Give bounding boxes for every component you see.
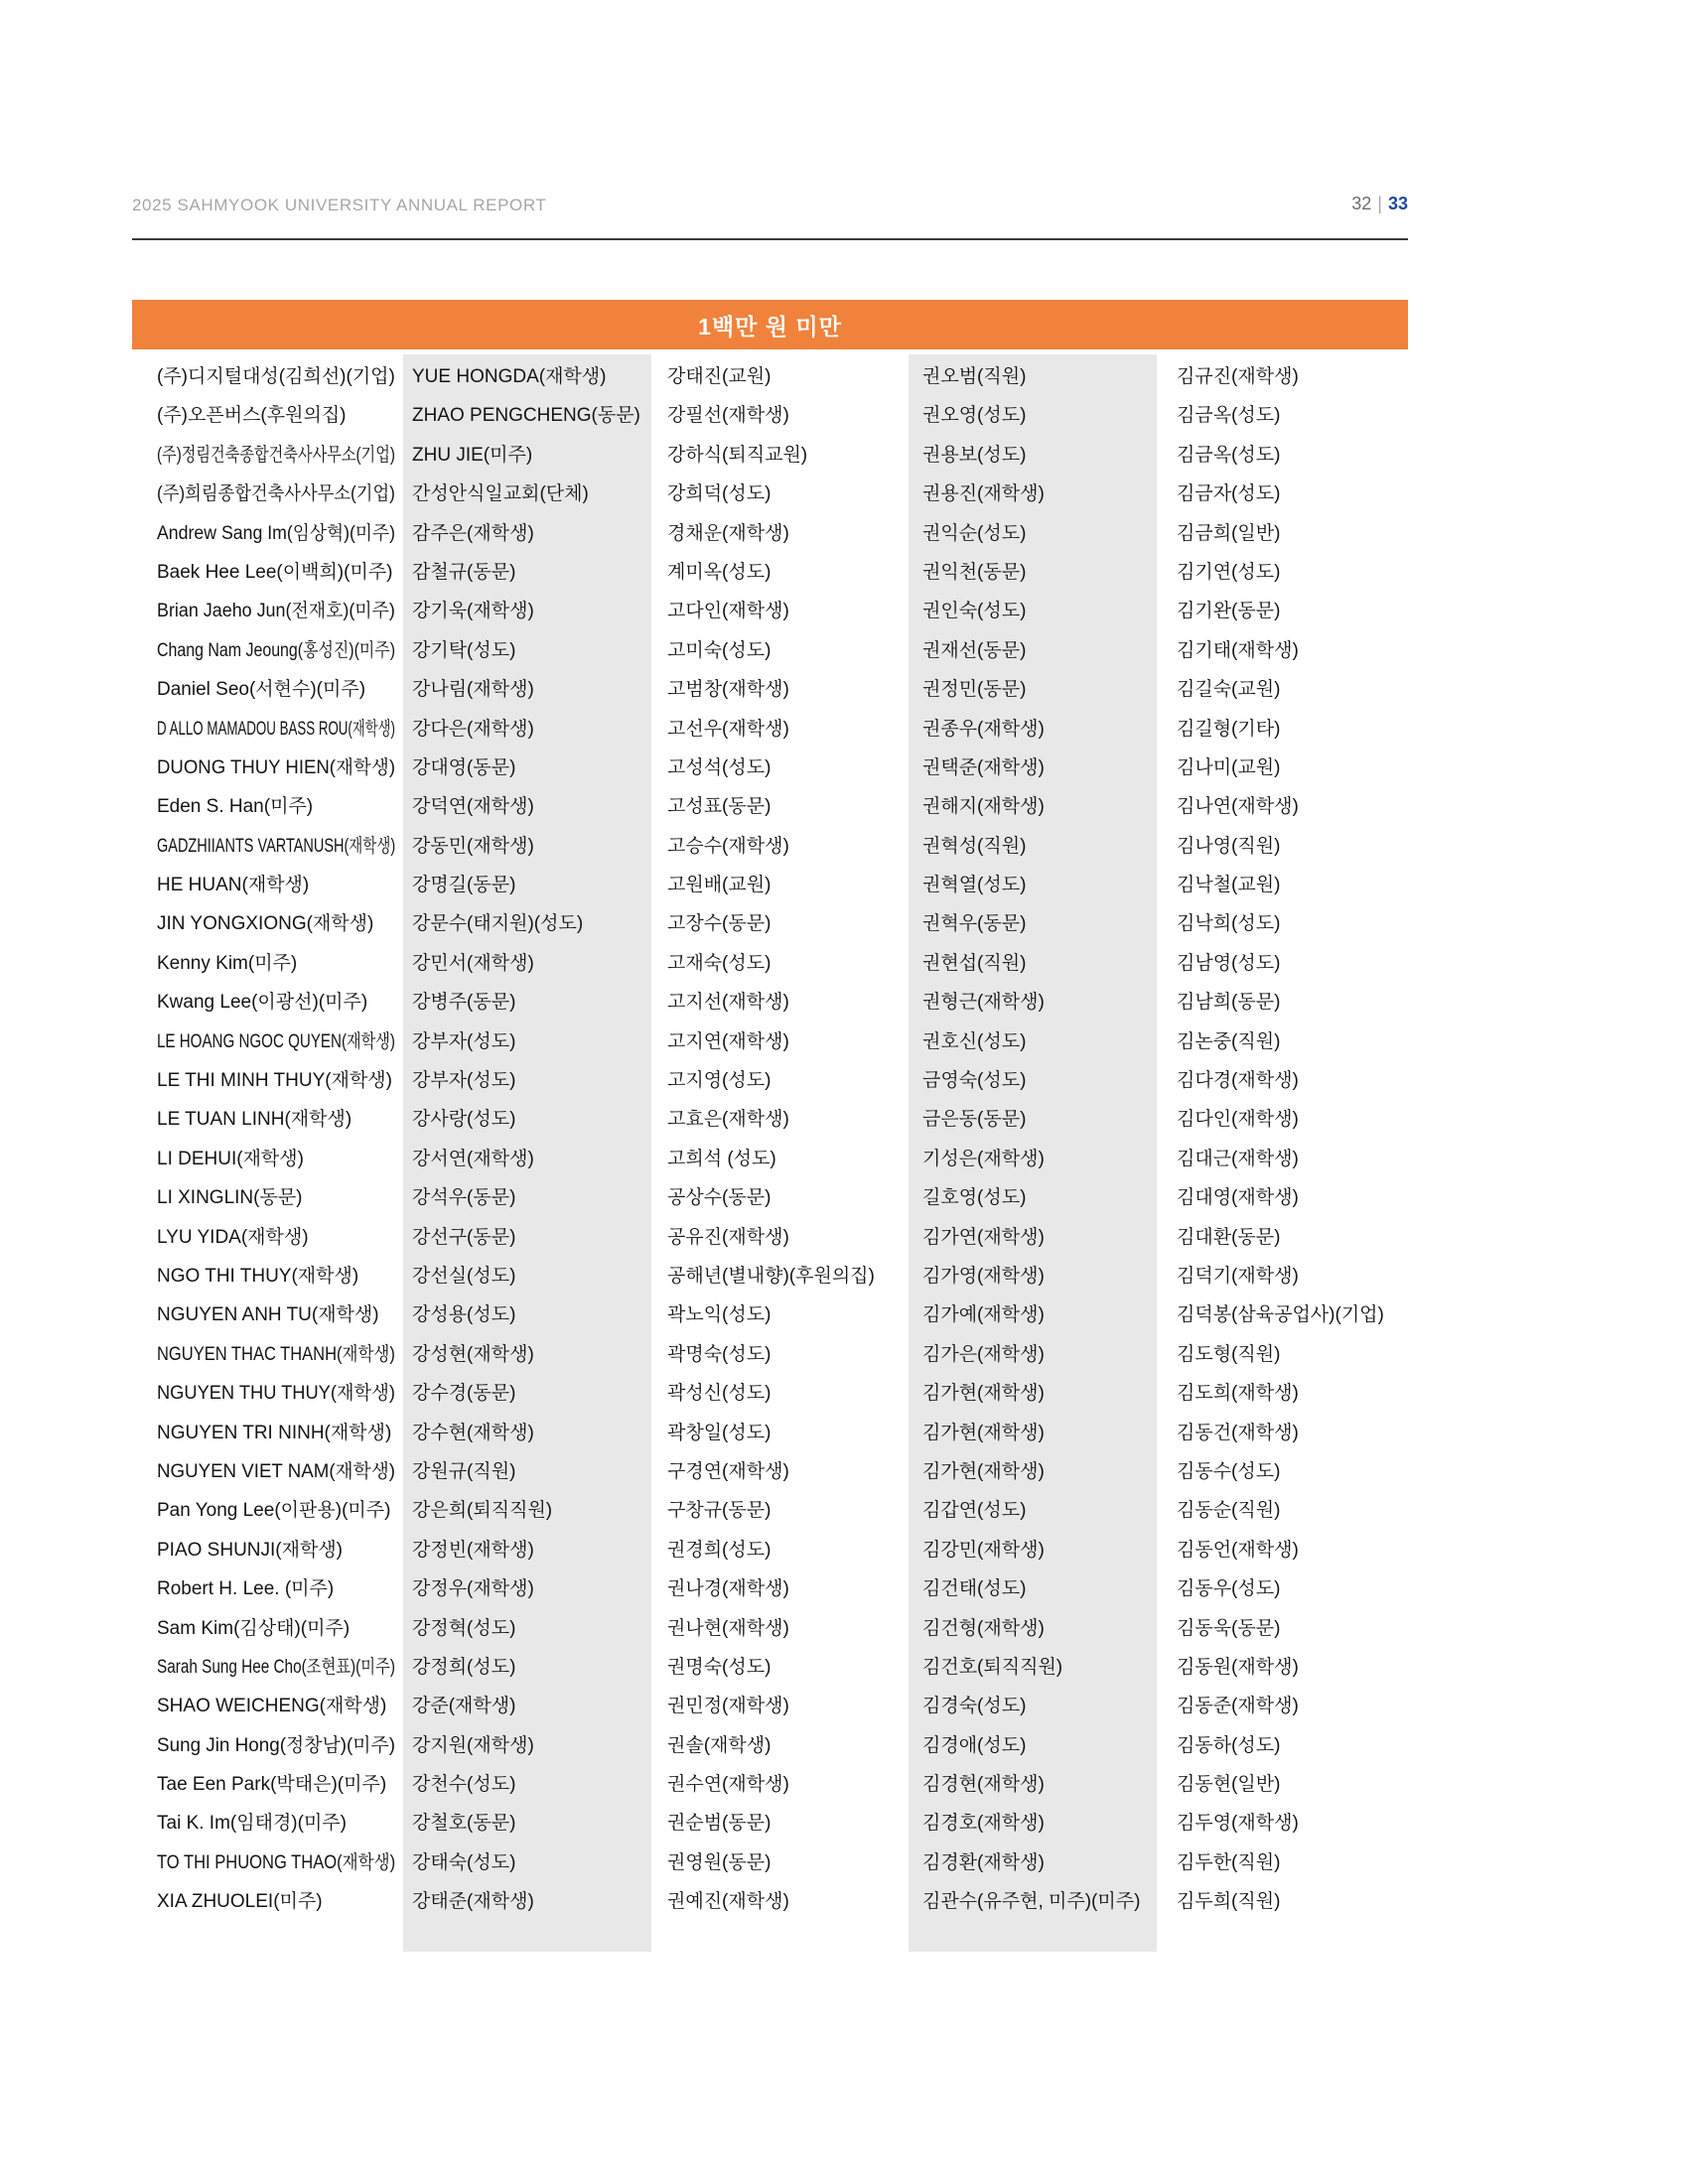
donor-entry: NGUYEN THAC THANH(재학생) [157, 1343, 395, 1365]
donor-entry: 권형근(재학생) [922, 992, 1045, 1014]
donor-column-2 [412, 357, 662, 1922]
donor-entry: NGUYEN THU THUY(재학생) [157, 1383, 395, 1405]
donor-entry: JIN YONGXIONG(재학생) [157, 913, 374, 935]
donor-entry: 김경호(재학생) [922, 1813, 1045, 1835]
donor-entry: 김대환(동문) [1177, 1226, 1281, 1248]
donor-entry: 김경환(재학생) [922, 1851, 1045, 1873]
donor-entry: 김동수(성도) [1177, 1460, 1281, 1482]
donor-entry: 강기욱(재학생) [412, 601, 534, 622]
donor-entry: 권용진(재학생) [922, 483, 1045, 505]
donor-entry: 강석우(동문) [412, 1187, 516, 1209]
donor-entry: 김가현(재학생) [922, 1460, 1045, 1482]
donor-entry: NGUYEN ANH TU(재학생) [157, 1304, 379, 1326]
donor-entry: YUE HONGDA(재학생) [412, 366, 607, 387]
donor-entry: 김낙철(교원) [1177, 875, 1281, 896]
donor-entry: 김대영(재학생) [1177, 1187, 1299, 1209]
donor-entry: 김규진(재학생) [1177, 366, 1299, 387]
donor-entry: LI DEHUI(재학생) [157, 1148, 304, 1169]
donor-entry: 권혁성(직원) [922, 835, 1027, 857]
donor-entry: Eden S. Han(미주) [157, 796, 314, 818]
donor-entry: (주)정림건축종합건축사사무소(기업) [157, 444, 395, 466]
donor-entry: 감철규(동문) [412, 561, 516, 583]
donor-entry: 권오영(성도) [922, 405, 1027, 427]
donor-entry: 권예진(재학생) [667, 1891, 789, 1913]
donor-entry: 김건형(재학생) [922, 1617, 1045, 1639]
donor-entry: 강선실(성도) [412, 1265, 516, 1287]
header-divider [132, 238, 1408, 240]
donor-entry: 권현섭(직원) [922, 952, 1027, 974]
donor-entry: 강수경(동문) [412, 1383, 516, 1405]
donor-entry: Tae Een Park(박태은)(미주) [157, 1774, 387, 1796]
donor-entry: 강서연(재학생) [412, 1148, 534, 1169]
donor-entry: 강태준(재학생) [412, 1891, 534, 1913]
donor-entry: LE TUAN LINH(재학생) [157, 1109, 352, 1131]
donor-entry: 권영원(동문) [667, 1851, 772, 1873]
donor-entry: 권혁우(동문) [922, 913, 1027, 935]
donor-entry: 김남영(성도) [1177, 952, 1281, 974]
donor-entry: 권익천(동문) [922, 561, 1027, 583]
donor-entry: 김갑연(성도) [922, 1500, 1027, 1522]
donor-entry: 고지영(성도) [667, 1070, 772, 1092]
donor-entry: 금영숙(성도) [922, 1070, 1027, 1092]
donor-entry: 강은희(퇴직직원) [412, 1500, 553, 1522]
donor-column-4 [922, 357, 1173, 1922]
donor-entry: 김도형(직원) [1177, 1343, 1281, 1365]
donor-entry: Sung Jin Hong(정창남)(미주) [157, 1734, 396, 1756]
donor-entry: 강희덕(성도) [667, 483, 772, 505]
donor-entry: 고성표(동문) [667, 796, 772, 818]
donor-entry: LE HOANG NGOC QUYEN(재학생) [157, 1030, 395, 1052]
donor-entry: 권종우(재학생) [922, 718, 1045, 740]
donor-entry: LE THI MINH THUY(재학생) [157, 1070, 392, 1092]
donor-entry: 김금옥(성도) [1177, 444, 1281, 466]
donor-entry: 김경숙(성도) [922, 1696, 1027, 1717]
donor-entry: DUONG THUY HIEN(재학생) [157, 756, 396, 778]
donor-column-5 [1177, 357, 1427, 1922]
donor-entry: 강부자(성도) [412, 1070, 516, 1092]
donor-entry: (주)희림종합건축사사무소(기업) [157, 483, 395, 505]
donor-entry: 권용보(성도) [922, 444, 1027, 466]
donor-entry: 고장수(동문) [667, 913, 772, 935]
donor-entry: 권혁열(성도) [922, 875, 1027, 896]
donor-entry: TO THI PHUONG THAO(재학생) [157, 1851, 396, 1873]
donor-entry: 김나연(재학생) [1177, 796, 1299, 818]
donor-entry: 김금옥(성도) [1177, 405, 1281, 427]
donor-entry: 고지연(재학생) [667, 1030, 789, 1052]
donor-entry: (주)오픈버스(후원의집) [157, 405, 347, 427]
donor-column-3 [667, 357, 917, 1922]
donor-entry: Tai K. Im(임태경)(미주) [157, 1813, 347, 1835]
donor-entry: 구창규(동문) [667, 1500, 772, 1522]
donor-entry: 고효은(재학생) [667, 1109, 789, 1131]
donor-entry: 김가은(재학생) [922, 1343, 1045, 1365]
donor-entry: 김기태(재학생) [1177, 639, 1299, 661]
donor-entry: 감주은(재학생) [412, 522, 534, 544]
donor-entry: 간성안식일교회(단체) [412, 483, 589, 505]
donor-entry: 강사랑(성도) [412, 1109, 516, 1131]
donor-entry: Pan Yong Lee(이판용)(미주) [157, 1500, 391, 1522]
donor-entry: 고지선(재학생) [667, 992, 789, 1014]
donor-entry: 강필선(재학생) [667, 405, 789, 427]
donor-entry: 공상수(동문) [667, 1187, 772, 1209]
donor-entry: NGUYEN TRI NINH(재학생) [157, 1422, 392, 1443]
donor-entry: 고미숙(성도) [667, 639, 772, 661]
donor-entry: 김기완(동문) [1177, 601, 1281, 622]
donor-entry: 김기연(성도) [1177, 561, 1281, 583]
donor-entry: 강성현(재학생) [412, 1343, 534, 1365]
donor-entry: 강수현(재학생) [412, 1422, 534, 1443]
donor-entry: 권솔(재학생) [667, 1734, 772, 1756]
donor-entry: 김덕봉(삼육공업사)(기업) [1177, 1304, 1384, 1326]
donor-entry: 강부자(성도) [412, 1030, 516, 1052]
donor-entry: 강대영(동문) [412, 756, 516, 778]
donor-entry: NGUYEN VIET NAM(재학생) [157, 1460, 396, 1482]
donor-entry: 김덕기(재학생) [1177, 1265, 1299, 1287]
donor-entry: 권익순(성도) [922, 522, 1027, 544]
donor-entry: Sam Kim(김상태)(미주) [157, 1617, 351, 1639]
donor-entry: 김두희(직원) [1177, 1891, 1281, 1913]
donor-entry: D ALLO MAMADOU BASS ROU(재학생) [157, 718, 395, 740]
page-number-current: 33 [1387, 194, 1408, 213]
donor-entry: 고재숙(성도) [667, 952, 772, 974]
donor-entry: 강철호(동문) [412, 1813, 516, 1835]
donor-entry: 고희석 (성도) [667, 1148, 776, 1169]
donor-entry: 금은동(동문) [922, 1109, 1027, 1131]
donor-entry: 김낙희(성도) [1177, 913, 1281, 935]
donor-entry: 권호신(성도) [922, 1030, 1027, 1052]
page-number-left: 32 [1351, 194, 1372, 213]
donor-entry: 김건호(퇴직직원) [922, 1656, 1063, 1678]
donor-entry: 김동우(성도) [1177, 1578, 1281, 1600]
donor-entry: 권인숙(성도) [922, 601, 1027, 622]
donor-entry: 김동현(일반) [1177, 1774, 1281, 1796]
donor-entry: 권순범(동문) [667, 1813, 772, 1835]
donor-entry: 강병주(동문) [412, 992, 516, 1014]
donor-entry: 김길형(기타) [1177, 718, 1281, 740]
donor-entry: 곽명숙(성도) [667, 1343, 772, 1365]
donor-entry: 강민서(재학생) [412, 952, 534, 974]
donor-entry: LYU YIDA(재학생) [157, 1226, 309, 1248]
donor-entry: 곽노익(성도) [667, 1304, 772, 1326]
donor-entry: 권명숙(성도) [667, 1656, 772, 1678]
donor-entry: 권해지(재학생) [922, 796, 1045, 818]
donor-entry: 김관수(유주현, 미주)(미주) [922, 1891, 1141, 1913]
donor-entry: PIAO SHUNJI(재학생) [157, 1539, 344, 1561]
donor-entry: 강다은(재학생) [412, 718, 534, 740]
donor-entry: 구경연(재학생) [667, 1460, 789, 1482]
donor-entry: 김경애(성도) [922, 1734, 1027, 1756]
donor-entry: 권수연(재학생) [667, 1774, 789, 1796]
donor-entry: 강정우(재학생) [412, 1578, 534, 1600]
donor-entry: 김대근(재학생) [1177, 1148, 1299, 1169]
donor-entry: 권오범(직원) [922, 366, 1027, 387]
donor-entry: 김동원(재학생) [1177, 1656, 1299, 1678]
donor-entry: 김금자(성도) [1177, 483, 1281, 505]
donor-entry: 권경희(성도) [667, 1539, 772, 1561]
donor-entry: 공유진(재학생) [667, 1226, 789, 1248]
donor-entry: Daniel Seo(서현수)(미주) [157, 679, 366, 701]
donor-entry: 김동건(재학생) [1177, 1422, 1299, 1443]
page-number [132, 194, 1408, 214]
section-banner [132, 300, 1408, 349]
donor-entry: 고성석(성도) [667, 756, 772, 778]
donor-entry: 김건태(성도) [922, 1578, 1027, 1600]
donor-entry: Kenny Kim(미주) [157, 952, 298, 974]
donor-entry: 경채운(재학생) [667, 522, 789, 544]
donor-entry: 김가현(재학생) [922, 1422, 1045, 1443]
donor-entry: 강준(재학생) [412, 1696, 516, 1717]
donor-entry: 김동순(직원) [1177, 1500, 1281, 1522]
donor-entry: 강태진(교원) [667, 366, 772, 387]
donor-entry: 강정빈(재학생) [412, 1539, 534, 1561]
donor-entry: 강성용(성도) [412, 1304, 516, 1326]
donor-entry: 강기탁(성도) [412, 639, 516, 661]
donor-entry: 권나현(재학생) [667, 1617, 789, 1639]
donor-entry: SHAO WEICHENG(재학생) [157, 1696, 387, 1717]
donor-entry: NGO THI THUY(재학생) [157, 1265, 359, 1287]
donor-entry: 김나영(직원) [1177, 835, 1281, 857]
donor-entry: 김다경(재학생) [1177, 1070, 1299, 1092]
donor-entry: Sarah Sung Hee Cho(조현표)(미주) [157, 1656, 395, 1678]
donor-entry: 강원규(직원) [412, 1460, 516, 1482]
donor-entry: 김논중(직원) [1177, 1030, 1281, 1052]
donor-entry: 강태숙(성도) [412, 1851, 516, 1873]
donor-entry: 강천수(성도) [412, 1774, 516, 1796]
donor-entry: Robert H. Lee. (미주) [157, 1578, 335, 1600]
donor-entry: 강명길(동문) [412, 875, 516, 896]
donor-entry: 기성은(재학생) [922, 1148, 1045, 1169]
donor-entry: 곽창일(성도) [667, 1422, 772, 1443]
donor-entry: 김금희(일반) [1177, 522, 1281, 544]
donor-entry: 김두한(직원) [1177, 1851, 1281, 1873]
donor-entry: 김강민(재학생) [922, 1539, 1045, 1561]
donor-entry: 공해년(별내향)(후원의집) [667, 1265, 875, 1287]
donor-entry: 계미옥(성도) [667, 561, 772, 583]
donor-entry: 강정혁(성도) [412, 1617, 516, 1639]
donor-entry: ZHU JIE(미주) [412, 444, 533, 466]
report-header-title: 2025 SAHMYOOK UNIVERSITY ANNUAL REPORT [132, 196, 547, 214]
donor-entry: 강동민(재학생) [412, 835, 534, 857]
donor-entry: GADZHIIANTS VARTANUSH(재학생) [157, 835, 396, 857]
donor-entry: 김남희(동문) [1177, 992, 1281, 1014]
donor-entry: 길호영(성도) [922, 1187, 1027, 1209]
donor-entry: ZHAO PENGCHENG(동문) [412, 405, 640, 427]
donor-entry: 김경현(재학생) [922, 1774, 1045, 1796]
donor-entry: 김가영(재학생) [922, 1265, 1045, 1287]
donor-entry: 고선우(재학생) [667, 718, 789, 740]
donor-entry: 김길숙(교원) [1177, 679, 1281, 701]
donor-column-1 [157, 357, 407, 1922]
donor-entry: 김동준(재학생) [1177, 1696, 1299, 1717]
donor-entry: XIA ZHUOLEI(미주) [157, 1891, 323, 1913]
donor-entry: 권나경(재학생) [667, 1578, 789, 1600]
donor-entry: 고원배(교원) [667, 875, 772, 896]
donor-entry: 권택준(재학생) [922, 756, 1045, 778]
donor-entry: Brian Jaeho Jun(전재호)(미주) [157, 601, 395, 622]
donor-entry: 강나림(재학생) [412, 679, 534, 701]
donor-entry: 강하식(퇴직교원) [667, 444, 808, 466]
donor-entry: 김동욱(동문) [1177, 1617, 1281, 1639]
donor-entry: Kwang Lee(이광선)(미주) [157, 992, 368, 1014]
donor-entry: Baek Hee Lee(이백희)(미주) [157, 561, 393, 583]
donor-entry: 고다인(재학생) [667, 601, 789, 622]
donor-entry: 강정희(성도) [412, 1656, 516, 1678]
donor-entry: 김동하(성도) [1177, 1734, 1281, 1756]
donor-entry: 곽성신(성도) [667, 1383, 772, 1405]
donor-entry: 강문수(태지원)(성도) [412, 913, 584, 935]
donor-entry: 권재선(동문) [922, 639, 1027, 661]
donor-entry: 김두영(재학생) [1177, 1813, 1299, 1835]
section-title: 1백만 원 미만 [698, 313, 842, 340]
donor-entry: 김동언(재학생) [1177, 1539, 1299, 1561]
page-number-separator: | [1377, 194, 1382, 213]
donor-entry: 고범창(재학생) [667, 679, 789, 701]
donor-entry: 김가예(재학생) [922, 1304, 1045, 1326]
donor-entry: 김도희(재학생) [1177, 1383, 1299, 1405]
donor-entry: 김나미(교원) [1177, 756, 1281, 778]
donor-entry: 김가연(재학생) [922, 1226, 1045, 1248]
donor-entry: HE HUAN(재학생) [157, 875, 310, 896]
donor-entry: 고승수(재학생) [667, 835, 789, 857]
donor-entry: Chang Nam Jeoung(홍성진)(미주) [157, 639, 396, 661]
donor-entry: LI XINGLIN(동문) [157, 1187, 303, 1209]
donor-entry: (주)디지털대성(김희선)(기업) [157, 366, 395, 387]
donor-entry: 강선구(동문) [412, 1226, 516, 1248]
donor-entry: 김다인(재학생) [1177, 1109, 1299, 1131]
donor-entry: 권정민(동문) [922, 679, 1027, 701]
donor-entry: 강지원(재학생) [412, 1734, 534, 1756]
donor-entry: 강덕연(재학생) [412, 796, 534, 818]
donor-entry: 권민정(재학생) [667, 1696, 789, 1717]
donor-entry: Andrew Sang Im(임상혁)(미주) [157, 522, 396, 544]
donor-entry: 김가현(재학생) [922, 1383, 1045, 1405]
